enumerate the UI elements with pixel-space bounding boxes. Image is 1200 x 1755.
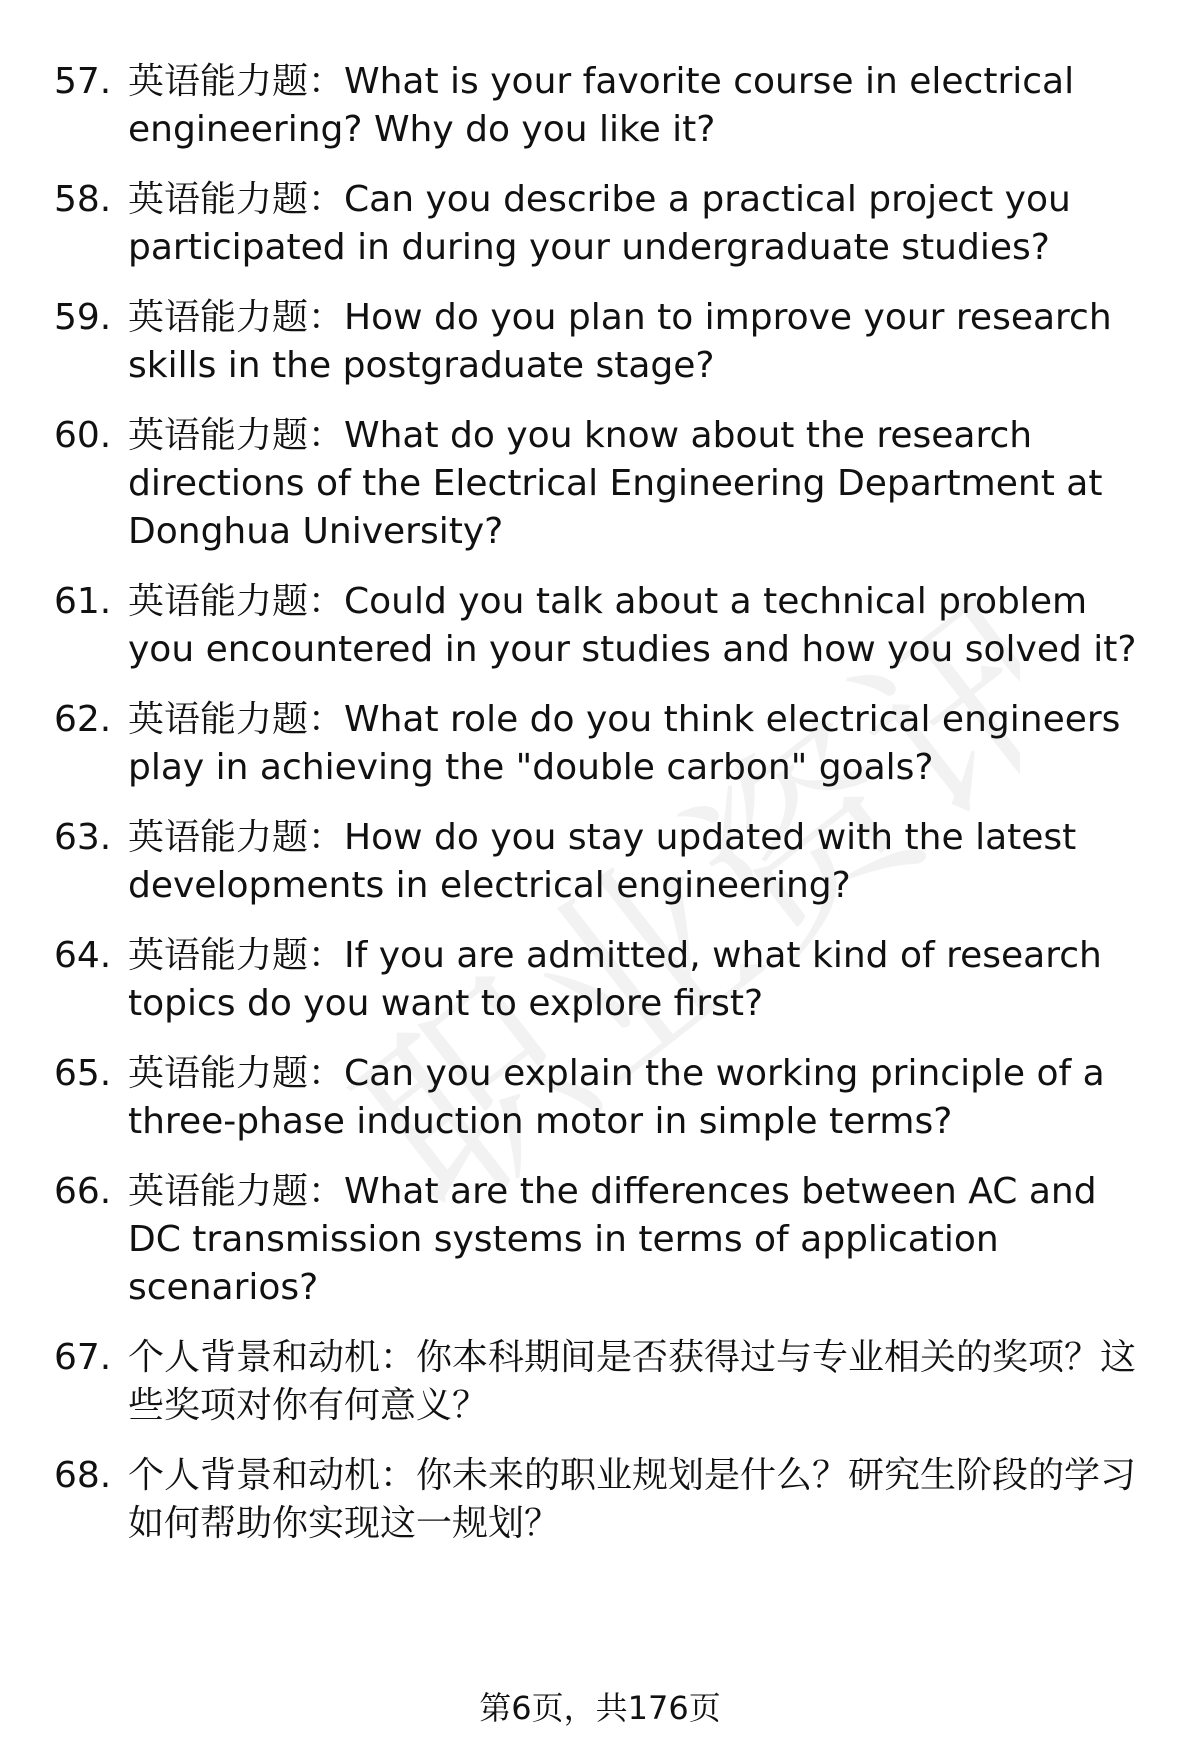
question-text: 你未来的职业规划是什么？研究生阶段的学习如何帮助你实现这一规划？ bbox=[128, 1455, 1137, 1544]
question-text: What is your favorite course in electrical engineering? Why do you like it? bbox=[128, 61, 1075, 150]
question-text: If you are admitted, what kind of research topics do you want to explore first? bbox=[128, 935, 1102, 1024]
question-category: 英语能力题： bbox=[128, 581, 345, 622]
question-category: 个人背景和动机： bbox=[128, 1455, 417, 1496]
question-number: 62. bbox=[54, 699, 112, 740]
question-text: What are the differences between AC and DC transmission systems in terms of application scenarios? bbox=[128, 1171, 1097, 1308]
question-number: 67. bbox=[54, 1337, 112, 1378]
question-list bbox=[0, 58, 1200, 1548]
question-item bbox=[0, 412, 1200, 556]
question-text: How do you stay updated with the latest developments in electrical engineering? bbox=[128, 817, 1077, 906]
question-number: 66. bbox=[54, 1171, 112, 1212]
question-number: 59. bbox=[54, 297, 112, 338]
question-category: 英语能力题： bbox=[128, 297, 345, 338]
question-text: Can you describe a practical project you participated in during your undergraduate studies? bbox=[128, 179, 1071, 268]
question-number: 61. bbox=[54, 581, 112, 622]
question-number: 65. bbox=[54, 1053, 112, 1094]
question-category: 个人背景和动机： bbox=[128, 1337, 417, 1378]
question-category: 英语能力题： bbox=[128, 1171, 345, 1212]
question-category: 英语能力题： bbox=[128, 61, 345, 102]
question-number: 60. bbox=[54, 415, 112, 456]
question-category: 英语能力题： bbox=[128, 1053, 345, 1094]
question-number: 64. bbox=[54, 935, 112, 976]
question-item bbox=[0, 696, 1200, 792]
question-number: 58. bbox=[54, 179, 112, 220]
question-category: 英语能力题： bbox=[128, 179, 345, 220]
question-text: What role do you think electrical engineers play in achieving the "double carbon" goals? bbox=[128, 699, 1121, 788]
question-text: How do you plan to improve your research skills in the postgraduate stage? bbox=[128, 297, 1112, 386]
question-item bbox=[0, 176, 1200, 272]
question-text: 你本科期间是否获得过与专业相关的奖项？这些奖项对你有何意义？ bbox=[128, 1337, 1137, 1426]
question-item bbox=[0, 1452, 1200, 1548]
question-item bbox=[0, 578, 1200, 674]
watermark-text: 职业资讯 bbox=[318, 548, 1020, 1220]
question-text: Can you explain the working principle of a three-phase induction motor in simple terms? bbox=[128, 1053, 1105, 1142]
question-item bbox=[0, 1168, 1200, 1312]
question-category: 英语能力题： bbox=[128, 699, 345, 740]
question-item bbox=[0, 1334, 1200, 1430]
question-text: What do you know about the research directions of the Electrical Engineering Department at Donghua University? bbox=[128, 415, 1103, 552]
question-item bbox=[0, 58, 1200, 154]
question-category: 英语能力题： bbox=[128, 415, 345, 456]
question-number: 57. bbox=[54, 61, 112, 102]
question-text: Could you talk about a technical problem you encountered in your studies and how you solved it? bbox=[128, 581, 1137, 670]
question-item bbox=[0, 814, 1200, 910]
question-item bbox=[0, 932, 1200, 1028]
question-category: 英语能力题： bbox=[128, 817, 345, 858]
question-category: 英语能力题： bbox=[128, 935, 345, 976]
page-footer: 第6页，共176页 bbox=[479, 1689, 721, 1727]
question-number: 68. bbox=[54, 1455, 112, 1496]
question-number: 63. bbox=[54, 817, 112, 858]
question-item bbox=[0, 294, 1200, 390]
question-item bbox=[0, 1050, 1200, 1146]
